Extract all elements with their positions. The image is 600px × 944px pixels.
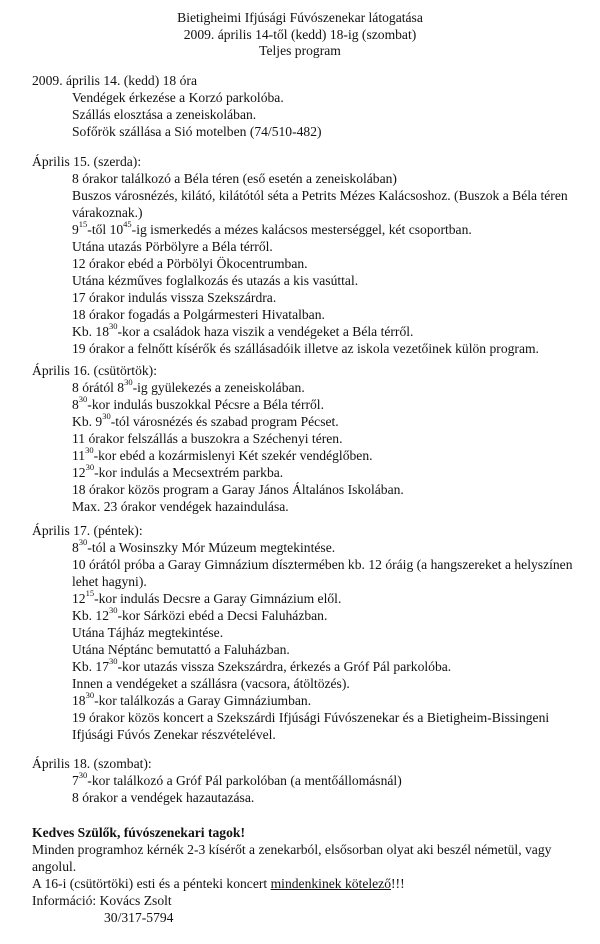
closing-info: Információ: Kovács Zsolt: [32, 893, 172, 908]
time-minutes: 15: [85, 588, 95, 599]
time-minutes: 30: [109, 605, 118, 616]
item-time: 18: [72, 693, 86, 708]
schedule-item: [72, 464, 587, 481]
schedule-item: [72, 539, 587, 556]
day-title: Április 15. (szerda):: [32, 154, 142, 169]
item-time: Kb. 18: [72, 324, 110, 339]
day-title: Április 18. (szombat):: [32, 756, 152, 771]
item-time: 12: [72, 465, 86, 480]
concert-text: A 16-i (csütörtöki) esti és a pénteki koncert: [32, 876, 271, 891]
day-section-1: [32, 72, 587, 140]
item-text: -tól városnézés és szabad program Pécset.: [110, 414, 339, 429]
time-minutes: 30: [78, 537, 88, 548]
day-section-2: [32, 153, 587, 357]
item-text: -kor indulás a Mecsextrém parkba.: [94, 465, 284, 480]
item-time: Kb. 17: [72, 659, 110, 674]
time-minutes: 30: [85, 690, 95, 701]
schedule-item: [72, 323, 587, 340]
schedule-item: [72, 692, 587, 709]
item-text: -ig gyülekezés a zeneiskolában.: [132, 380, 305, 395]
concert-mandatory: mindenkinek kötelező: [270, 876, 392, 891]
day-items: [72, 539, 587, 743]
time-minutes: 30: [85, 445, 94, 456]
day-section-3: [32, 362, 587, 515]
item-time: 8: [72, 397, 79, 412]
item-time: 7: [72, 773, 79, 788]
item-time: 11: [72, 448, 86, 463]
schedule-item: Buszos városnézés, kilátó, kilátótól séta a Petrits Mézes Kalácsoshoz. (Buszok a Béla téren várakoznak.): [72, 188, 568, 220]
concert-exclaim: !!!: [391, 876, 405, 891]
closing-greeting: Kedves Szülők, fúvószenekari tagok!: [32, 825, 245, 840]
schedule-item: Vendégek érkezése a Korzó parkolóba.: [72, 90, 284, 105]
item-text: -kor indulás buszokkal Pécsre a Béla térről.: [87, 397, 324, 412]
day-section-4: [32, 522, 587, 743]
schedule-item: [72, 379, 587, 396]
schedule-item: Utána Tájház megtekintése.: [72, 625, 224, 640]
closing-phone: 30/317-5794: [104, 910, 174, 925]
time-minutes: 30: [78, 770, 88, 781]
schedule-item: 12 órakor ebéd a Pörbölyi Ökocentrumban.: [72, 256, 308, 271]
schedule-item: 11 órakor felszállás a buszokra a Széchenyi téren.: [72, 431, 343, 446]
time-minutes: 30: [102, 411, 111, 422]
time-minutes: 45: [123, 219, 132, 230]
day-section-5: [32, 755, 587, 806]
schedule-item: [72, 658, 587, 675]
time-minutes: 30: [85, 462, 95, 473]
schedule-item: [72, 590, 587, 607]
item-text: -kor a családok haza viszik a vendégeket a Béla térről.: [117, 324, 414, 339]
item-time: 9: [72, 222, 79, 237]
item-time: -től 10: [87, 222, 124, 237]
time-minutes: 15: [78, 219, 88, 230]
schedule-item: 18 órakor közös program a Garay János Általános Iskolában.: [72, 482, 404, 497]
schedule-item: [72, 772, 587, 789]
item-time: Kb. 12: [72, 608, 110, 623]
item-text: -ig ismerkedés a mézes kalácsos mesterséggel, két csoportban.: [131, 222, 472, 237]
item-text: -kor indulás Decsre a Garay Gimnázium elől.: [94, 591, 342, 606]
item-text: -kor utazás vissza Szekszárdra, érkezés a Gróf Pál parkolóba.: [117, 659, 452, 674]
schedule-item: [72, 607, 587, 624]
item-text: -kor ebéd a kozármislenyi Két szekér vendéglőben.: [93, 448, 373, 463]
schedule-item: 17 órakor indulás vissza Szekszárdra.: [72, 290, 277, 305]
day-title: Április 16. (csütörtök):: [32, 363, 157, 378]
item-time: 12: [72, 591, 86, 606]
schedule-item: Utána kézműves foglalkozás és utazás a kis vasúttal.: [72, 273, 359, 288]
schedule-item: [72, 447, 587, 464]
schedule-item: Utána utazás Pörbölyre a Béla térről.: [72, 239, 273, 254]
closing-note: [32, 824, 587, 926]
schedule-item: Max. 23 órakor vendégek hazaindulása.: [72, 499, 289, 514]
time-minutes: 30: [109, 321, 118, 332]
schedule-item: Sofőrök szállása a Sió motelben (74/510-482): [72, 124, 322, 139]
schedule-item: 8 órakor találkozó a Béla téren (eső esetén a zeneiskolában): [72, 171, 397, 186]
day-items: [72, 89, 587, 140]
document-subtitle: Teljes program: [259, 43, 341, 58]
day-title: 2009. április 14. (kedd) 18 óra: [32, 73, 197, 88]
item-time: Kb. 9: [72, 414, 103, 429]
document-title: Bietigheimi Ifjúsági Fúvószenekar látogatása: [177, 10, 423, 25]
closing-request: Minden programhoz kérnék 2-3 kísérőt a zenekarból, elsősorban olyat aki beszél németül, vagy angolul.: [32, 842, 552, 874]
schedule-item: 19 órakor a felnőtt kísérők és szállásadóik illetve az iskola vezetőinek külön program.: [72, 341, 539, 356]
time-minutes: 30: [124, 377, 133, 388]
item-text: -kor Sárközi ebéd a Decsi Faluházban.: [117, 608, 328, 623]
schedule-item: Innen a vendégeket a szállásra (vacsora, átöltözés).: [72, 676, 350, 691]
item-time: 8 órától 8: [72, 380, 125, 395]
item-text: -kor találkozás a Garay Gimnáziumban.: [94, 693, 312, 708]
day-items: [72, 170, 587, 357]
day-items: [72, 772, 587, 806]
item-text: -kor találkozó a Gróf Pál parkolóban (a mentőállomásnál): [87, 773, 402, 788]
time-minutes: 30: [109, 656, 118, 667]
day-title: Április 17. (péntek):: [32, 523, 143, 538]
schedule-item: 8 órakor a vendégek hazautazása.: [72, 790, 255, 805]
time-minutes: 30: [78, 394, 88, 405]
item-time: 8: [72, 540, 79, 555]
schedule-item: Szállás elosztása a zeneiskolában.: [72, 107, 257, 122]
schedule-item: 19 órakor közös koncert a Szekszárdi Ifjúsági Fúvószenekar és a Bietigheim-Bissingeni Ifjúsági Fúvós Zenekar részvételével.: [72, 710, 550, 742]
document-header: [0, 10, 600, 60]
schedule-item: [72, 221, 587, 238]
schedule-item: Utána Néptánc bemutattó a Faluházban.: [72, 642, 290, 657]
schedule-item: [72, 396, 587, 413]
item-text: -tól a Wosinszky Mór Múzeum megtekintése.: [87, 540, 336, 555]
closing-concert: [32, 875, 587, 892]
day-items: [72, 379, 587, 515]
schedule-item: 10 órától próba a Garay Gimnázium dísztermében kb. 12 óráig (a hangszereket a helyszínen lehet hagyni).: [72, 557, 573, 589]
document-dates: 2009. április 14-től (kedd) 18-ig (szombat): [183, 26, 417, 42]
schedule-item: [72, 413, 587, 430]
schedule-item: 18 órakor fogadás a Polgármesteri Hivatalban.: [72, 307, 325, 322]
